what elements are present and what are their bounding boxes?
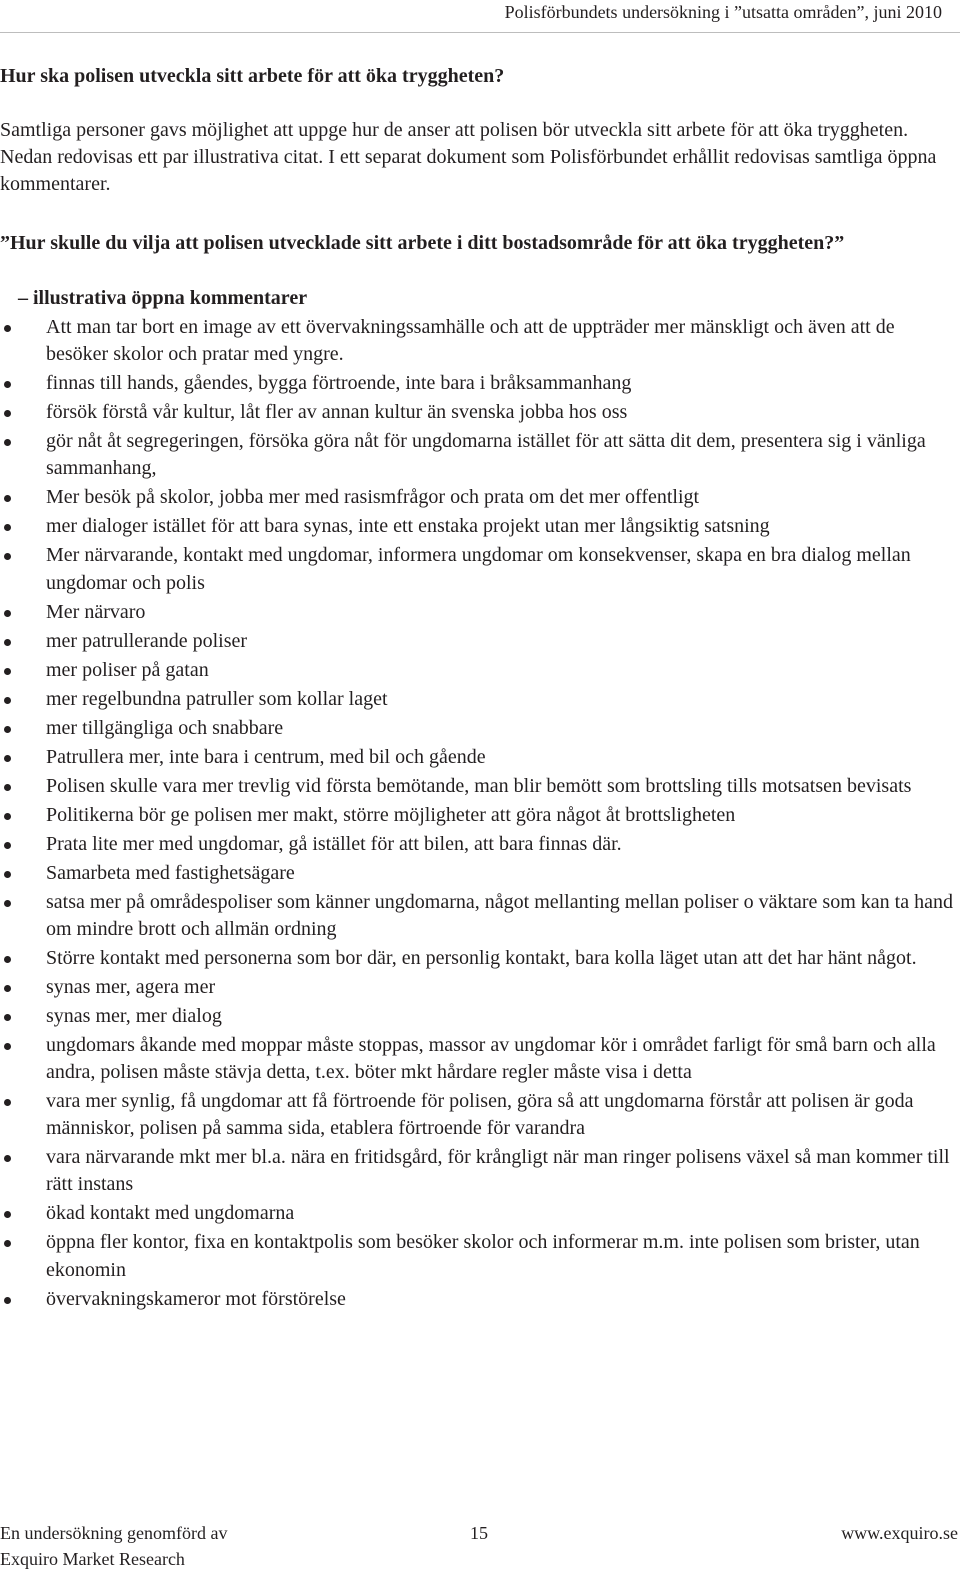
running-header: Polisförbundets undersökning i ”utsatta områden”, juni 2010 [504, 2, 942, 22]
comment-item [0, 1229, 958, 1283]
comment-text: synas mer, agera mer [46, 975, 216, 998]
comment-item [0, 715, 958, 742]
comment-item [0, 542, 958, 596]
comment-item [0, 831, 958, 858]
comment-text: Större kontakt med personerna som bor där, en personlig kontakt, bara kolla läget utan att det har hänt något. [46, 946, 917, 969]
bullet-icon [4, 871, 11, 878]
comment-item [0, 599, 958, 626]
bullet-icon [4, 1155, 11, 1162]
bullet-icon [4, 1043, 11, 1050]
bullet-icon [4, 985, 11, 992]
bullet-icon [4, 610, 11, 617]
comment-text: Samarbeta med fastighetsägare [46, 861, 295, 884]
intro-paragraph: Samtliga personer gavs möjlighet att uppge hur de anser att polisen bör utveckla sitt arbete för att öka tryggheten. Nedan redovisas ett par illustrativa citat. I ett separat dokument som Polisförbundet erhållit redovisas samtliga öppna kommentarer. [0, 119, 937, 195]
comment-text: vara närvarande mkt mer bl.a. nära en fritidsgård, för krångligt när man ringer polisens växel så man kommer till rätt instans [46, 1146, 950, 1196]
comment-text: mer regelbundna patruller som kollar laget [46, 687, 388, 710]
bullet-icon [4, 381, 11, 388]
bullet-icon [4, 668, 11, 675]
comment-item [0, 773, 958, 800]
bullet-icon [4, 524, 11, 531]
section-heading: Hur ska polisen utveckla sitt arbete för att öka tryggheten? [0, 65, 505, 87]
bullet-icon [4, 639, 11, 646]
comment-item [0, 513, 958, 540]
comment-item [0, 314, 958, 368]
page-number: 15 [470, 1523, 488, 1543]
comment-item [0, 1032, 958, 1086]
comment-text: mer dialoger istället för att bara synas, inte ett enstaka projekt utan mer långsiktig satsning [46, 515, 770, 538]
survey-question: ”Hur skulle du vilja att polisen utvecklade sitt arbete i ditt bostadsområde för att öka tryggheten?” [0, 232, 845, 254]
bullet-icon [4, 325, 11, 332]
comment-item [0, 484, 958, 511]
bullet-icon [4, 726, 11, 733]
comment-item [0, 974, 958, 1001]
comment-text: ökad kontakt med ungdomarna [46, 1202, 295, 1225]
bullet-icon [4, 553, 11, 560]
header-divider [0, 32, 960, 33]
bullet-icon [4, 697, 11, 704]
bullet-icon [4, 842, 11, 849]
comment-text: vara mer synlig, få ungdomar att få förtroende för polisen, göra så att ungdomarna förstår att polisen är goda människor, polisen på samma sida, etablera förtroende för varandra [46, 1090, 914, 1140]
comment-item [0, 686, 958, 713]
comment-item [0, 1144, 958, 1198]
comment-item [0, 428, 958, 482]
comments-subheading: – illustrativa öppna kommentarer [18, 287, 308, 309]
comment-item [0, 657, 958, 684]
bullet-icon [4, 1297, 11, 1304]
bullet-icon [4, 755, 11, 762]
comment-item [0, 945, 958, 972]
bullet-icon [4, 1240, 11, 1247]
comment-text: Polisen skulle vara mer trevlig vid första bemötande, man blir bemött som brottsling tills motsatsen bevisats [46, 774, 912, 797]
footer-website-link[interactable]: www.exquiro.se [841, 1523, 958, 1543]
comment-item [0, 1200, 958, 1227]
comment-item [0, 802, 958, 829]
comment-text: Mer närvaro [46, 600, 146, 623]
comment-text: öppna fler kontor, fixa en kontaktpolis som besöker skolor och informerar m.m. inte polisen som brister, utan ekonomin [46, 1231, 920, 1281]
bullet-icon [4, 813, 11, 820]
comments-list [0, 314, 958, 1315]
comment-text: övervakningskameror mot förstörelse [46, 1287, 346, 1310]
comment-text: finnas till hands, gåendes, bygga förtroende, inte bara i bråksammanhang [46, 372, 632, 395]
comment-item [0, 1286, 958, 1313]
comment-item [0, 1088, 958, 1142]
comment-text: mer tillgängliga och snabbare [46, 716, 284, 739]
comment-item [0, 628, 958, 655]
comment-text: ungdomars åkande med moppar måste stoppas, massor av ungdomar kör i området farligt för små barn och alla andra, polisen måste stävja detta, t.ex. böter mkt hårdare regler måste visa i detta [46, 1033, 936, 1084]
comment-text: Mer besök på skolor, jobba mer med rasismfrågor och prata om det mer offentligt [46, 486, 700, 509]
bullet-icon [4, 410, 11, 417]
bullet-icon [4, 439, 11, 446]
comment-item [0, 889, 958, 943]
bullet-icon [4, 1014, 11, 1021]
comment-text: mer patrullerande poliser [46, 629, 248, 652]
comment-text: försök förstå vår kultur, låt fler av annan kultur än svenska jobba hos oss [46, 401, 628, 424]
comment-text: Politikerna bör ge polisen mer makt, större möjligheter att göra något åt brottsligheten [46, 803, 736, 826]
comment-item [0, 1003, 958, 1030]
footer-credit [0, 1520, 227, 1572]
comment-item [0, 370, 958, 397]
comment-text: Att man tar bort en image av ett övervakningssamhälle och att de uppträder mer mänskligt och även att de besöker skolor och pratar med yngre. [46, 316, 895, 366]
comment-item [0, 860, 958, 887]
footer-credit-line2: Exquiro Market Research [0, 1549, 185, 1569]
comment-text: mer poliser på gatan [46, 658, 209, 681]
comment-text: satsa mer på områdespoliser som känner ungdomarna, något mellanting mellan poliser o väktare som kan ta hand om mindre brott och allmän ordning [46, 890, 953, 940]
bullet-icon [4, 1099, 11, 1106]
footer-credit-line1: En undersökning genomförd av [0, 1523, 228, 1543]
bullet-icon [4, 1211, 11, 1218]
bullet-icon [4, 956, 11, 963]
bullet-icon [4, 900, 11, 907]
bullet-icon [4, 784, 11, 791]
comment-text: synas mer, mer dialog [46, 1004, 222, 1027]
comment-text: Prata lite mer med ungdomar, gå istället för att bilen, att bara finnas där. [46, 832, 622, 855]
comment-item [0, 399, 958, 426]
bullet-icon [4, 495, 11, 502]
comment-item [0, 744, 958, 771]
comment-text: gör nåt åt segregeringen, försöka göra nåt för ungdomarna istället för att sätta dit dem, presentera sig i vänliga sammanhang, [46, 430, 926, 480]
comment-text: Patrullera mer, inte bara i centrum, med bil och gående [46, 745, 486, 768]
comment-text: Mer närvarande, kontakt med ungdomar, informera ungdomar om konsekvenser, skapa en bra dialog mellan ungdomar och polis [46, 544, 911, 594]
